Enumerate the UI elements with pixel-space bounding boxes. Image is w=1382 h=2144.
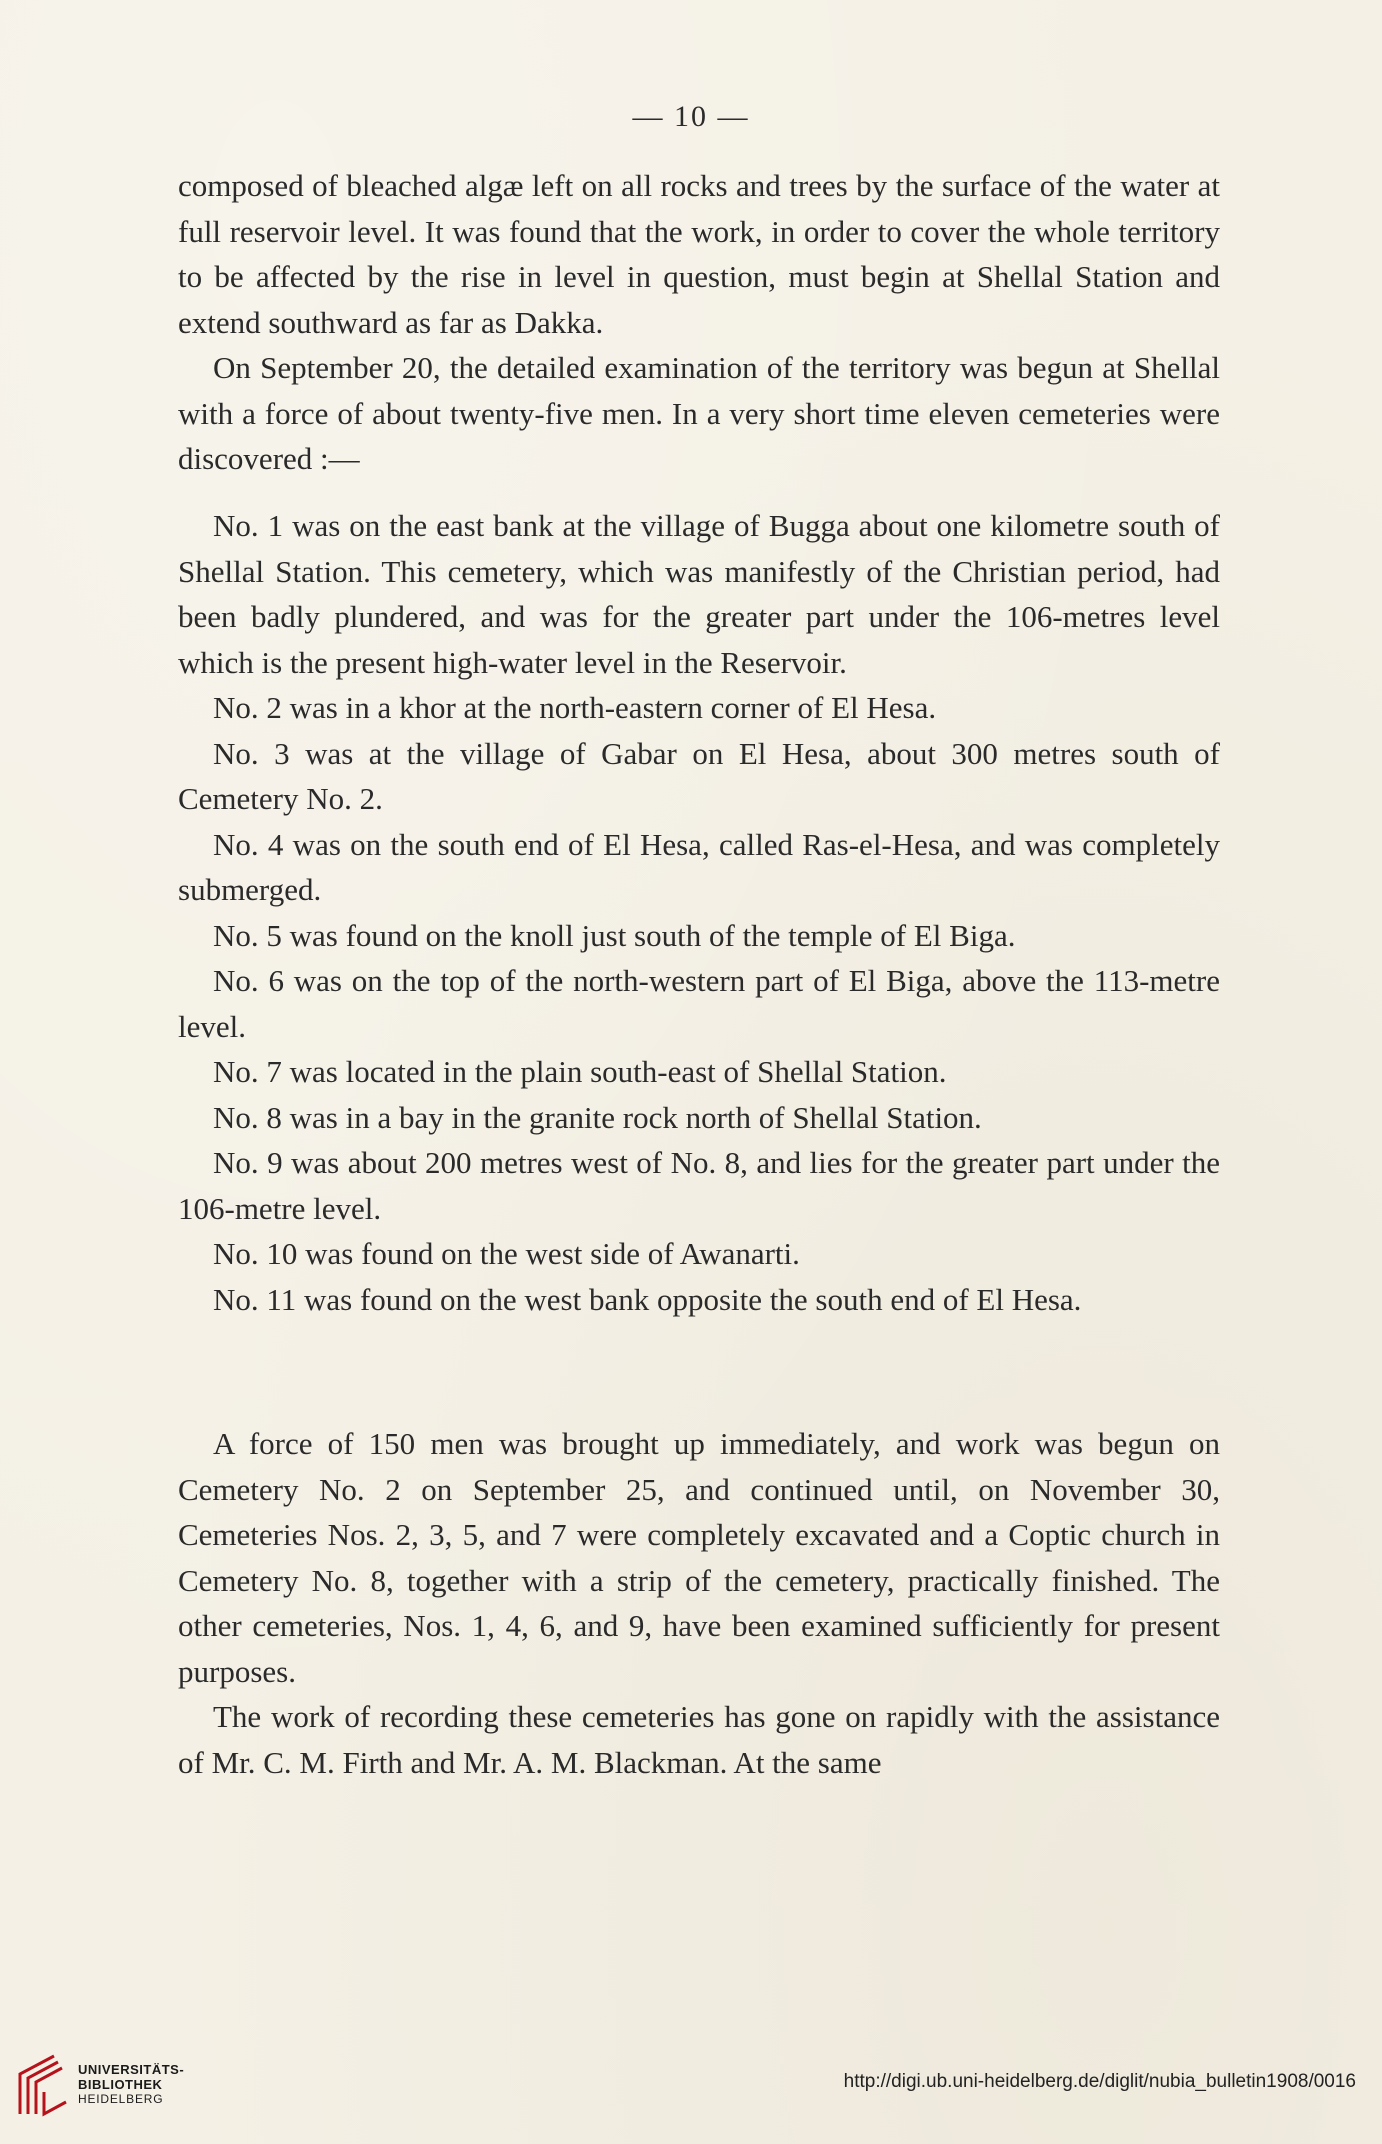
library-logo[interactable] [14, 2052, 204, 2118]
paragraph: The work of recording these cemeteries has gone on rapidly with the assistance of Mr. C. M. Firth and Mr. A. M. Blackman. At the same [178, 1699, 1220, 1780]
cemetery-entry-11: No. 11 was found on the west bank opposite the south end of El Hesa. [213, 1281, 1082, 1317]
source-url-link[interactable]: http://digi.ub.uni-heidelberg.de/diglit/nubia_bulletin1908/0016 [843, 2071, 1356, 2092]
cemetery-entry-2: No. 2 was in a khor at the north-eastern corner of El Hesa. [213, 690, 937, 725]
cemetery-entry-8: No. 8 was in a bay in the granite rock north of Shellal Station. [213, 1099, 982, 1135]
cemetery-entry-1: No. 1 was on the east bank at the village of Bugga about one kilometre south of Shellal Station. This cemetery, which was manifestly of the Christian period, had been badly plundered, and was for the greater part under the 106-metres level which is the present high-water level in the Reservoir. [178, 508, 1220, 680]
cemetery-entry-5: No. 5 was found on the knoll just south of the temple of El Biga. [213, 917, 1016, 953]
cemetery-entry-7: No. 7 was located in the plain south-east of Shellal Station. [213, 1054, 947, 1089]
library-logo-icon [14, 2052, 74, 2118]
closing-section [178, 1421, 1220, 1785]
intro-section [178, 163, 1220, 482]
cemetery-entry-4: No. 4 was on the south end of El Hesa, called Ras-el-Hesa, and was completely submerged. [178, 826, 1220, 907]
paragraph: On September 20, the detailed examination of the territory was begun at Shellal with a force of about twenty-five men. In a very short time eleven cemeteries were discovered :— [178, 350, 1220, 476]
cemetery-entry-10: No. 10 was found on the west side of Awanarti. [213, 1236, 800, 1271]
logo-text-line-3: HEIDELBERG [78, 2092, 164, 2106]
logo-text-line-2: BIBLIOTHEK [78, 2077, 163, 2092]
cemetery-entry-3: No. 3 was at the village of Gabar on El Hesa, about 300 metres south of Cemetery No. 2. [178, 735, 1220, 816]
paragraph: composed of bleached algæ left on all rocks and trees by the surface of the water at full reservoir level. It was found that the work, in order to cover the whole territory to be affected by the rise in level in question, must begin at Shellal Station and extend southward as far as Dakka. [178, 168, 1220, 340]
cemetery-list [178, 503, 1220, 1322]
cemetery-entry-6: No. 6 was on the top of the north-western part of El Biga, above the 113-metre level. [178, 963, 1220, 1044]
paragraph: A force of 150 men was brought up immediately, and work was begun on Cemetery No. 2 on September 25, and continued until, on November 30, Cemeteries Nos. 2, 3, 5, and 7 were completely excavated and a Coptic church in Cemetery No. 8, together with a strip of the cemetery, practically finished. The other cemeteries, Nos. 1, 4, 6, and 9, have been examined sufficiently for present purposes. [178, 1426, 1220, 1689]
cemetery-entry-9: No. 9 was about 200 metres west of No. 8, and lies for the greater part under the 106-metre level. [178, 1145, 1220, 1226]
page-number: — 10 — [632, 100, 750, 133]
logo-text-line-1: UNIVERSITÄTS- [78, 2062, 185, 2077]
